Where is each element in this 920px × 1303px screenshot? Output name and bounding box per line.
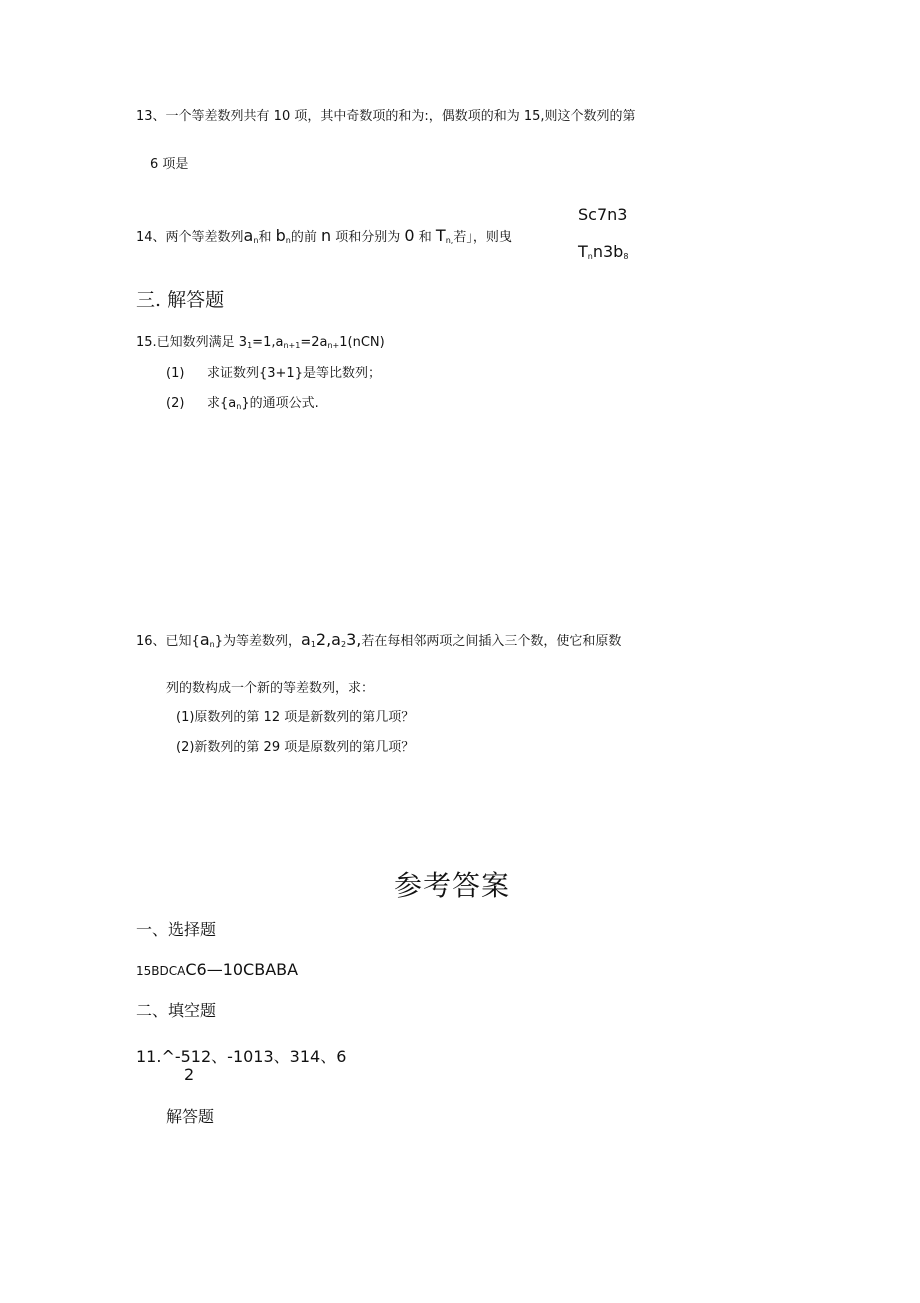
q14-fraction-bottom: $T_nn3b_8$ xyxy=(578,242,629,261)
answers-section1-line: 15BDCAC6—10CBABA xyxy=(136,960,299,979)
answers-section2-title: 二、填空题 xyxy=(136,1001,217,1020)
q14-fraction-top: Sc7n3 xyxy=(578,205,628,224)
q16-line2: 列的数构成一个新的等差数列，求： xyxy=(166,681,375,696)
q16-part2: (2)新数列的第 29 项是原数列的第几项？ xyxy=(176,740,415,755)
q13-line1: 13、一个等差数列共有 10 项，其中奇数项的和为:，偶数项的和为 15,则这个数列的第 xyxy=(136,109,636,124)
q15-stem: 15.已知数列满足 $3_1=1,a_{n+1}=2a_{n+}1(nCN)$ xyxy=(136,335,385,350)
q16-part1: (1)原数列的第 12 项是新数列的第几项？ xyxy=(176,710,415,725)
q15-part2-num: (2) xyxy=(166,396,185,411)
q16-line1: 16、已知$\{a_n\}$为等差数列，$a_12,a_23$,若在每相邻两项之间插入三个数，使它和原数 xyxy=(136,630,622,649)
q15-part1-num: (1) xyxy=(166,366,185,381)
q14-line: 14、两个等差数列$a_n$和 $b_n$的前 n 项和分别为 0 和 $T_{n,}$若」，则曳 xyxy=(136,226,512,245)
answers-section2-subscript: 2 xyxy=(184,1065,195,1084)
answers-title: 参考答案 xyxy=(394,869,511,902)
answers-section3-title: 解答题 xyxy=(166,1107,215,1126)
q15-part1-text: 求证数列{3+1}是等比数列； xyxy=(207,366,381,381)
answers-section2-line: 11.^-512、-1013、314、6 xyxy=(136,1047,347,1066)
q13-line2: 6 项是 xyxy=(150,157,189,172)
q15-part2-text: 求$\{a_n\}$的通项公式. xyxy=(207,396,319,411)
section3-title: 三. 解答题 xyxy=(136,289,225,311)
answers-section1-title: 一、选择题 xyxy=(136,920,217,939)
